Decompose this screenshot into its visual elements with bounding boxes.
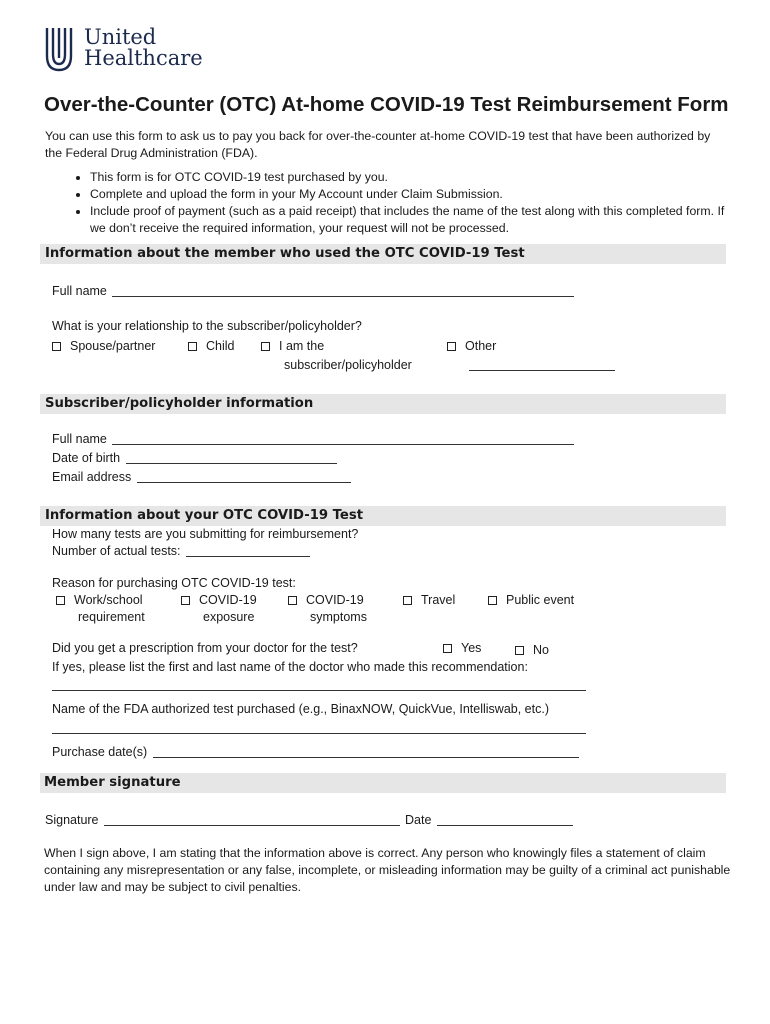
signature-section-title: Member signature: [44, 775, 181, 790]
yes-checkbox[interactable]: [443, 644, 452, 653]
prescription-question: Did you get a prescription from your doctor for the test?: [52, 641, 358, 655]
page-title: Over-the-Counter (OTC) At-home COVID-19 Test Reimbursement Form: [44, 93, 729, 116]
date-field[interactable]: [405, 813, 573, 828]
work-checkbox[interactable]: [56, 596, 65, 605]
uhc-u-logo-icon: [44, 26, 74, 74]
brand-wordmark: [84, 27, 203, 69]
reason-work[interactable]: [56, 593, 143, 608]
exposure-label-line-2: exposure: [203, 610, 255, 624]
list-item: • Include proof of payment (such as a paid receipt) that includes the name of the test along with this completed form. If we don’t receive the required information, your request will not be processed.: [90, 203, 730, 237]
symptoms-label-line-2: symptoms: [310, 610, 367, 624]
relationship-question: What is your relationship to the subscriber/policyholder?: [52, 319, 362, 333]
subscriber-section-title: Subscriber/policyholder information: [45, 396, 314, 411]
reason-symptoms[interactable]: [288, 593, 364, 608]
signature-line[interactable]: [104, 813, 400, 826]
other-checkbox[interactable]: [447, 342, 456, 351]
work-label-line-1: Work/school: [74, 593, 143, 607]
prescription-yes[interactable]: [443, 641, 481, 656]
subscriber-dob-field[interactable]: [52, 451, 337, 466]
reason-exposure[interactable]: [181, 593, 257, 608]
symptoms-checkbox[interactable]: [288, 596, 297, 605]
public-event-label: Public event: [506, 593, 575, 607]
legal-statement: When I sign above, I am stating that the information above is correct. Any person who knowingly files a statement of claim containing any misrepresentation or any false, incomplete, or misleading information may be guilty of a criminal act punishable under law and may be subject to civil penalties.: [44, 846, 731, 894]
how-many-question: How many tests are you submitting for reimbursement?: [52, 527, 359, 541]
member-full-name-field[interactable]: [52, 284, 574, 299]
subscriber-full-name-label: Full name: [52, 432, 107, 446]
child-checkbox[interactable]: [188, 342, 197, 351]
member-section-title: Information about the member who used the OTC COVID-19 Test: [45, 246, 525, 261]
symptoms-label-line-1: COVID-19: [306, 593, 364, 607]
purchase-dates-label: Purchase date(s): [52, 745, 148, 759]
instructions-list: [66, 169, 730, 237]
travel-checkbox[interactable]: [403, 596, 412, 605]
date-label: Date: [405, 813, 432, 827]
purchase-dates-line[interactable]: [153, 745, 579, 758]
doctor-name-line[interactable]: [52, 690, 586, 691]
public-event-checkbox[interactable]: [488, 596, 497, 605]
prescription-no[interactable]: [515, 643, 549, 658]
brand-line-1: United: [84, 25, 157, 49]
self-checkbox[interactable]: [261, 342, 270, 351]
exposure-label-line-1: COVID-19: [199, 593, 257, 607]
reason-question: Reason for purchasing OTC COVID-19 test:: [52, 576, 296, 590]
date-line[interactable]: [437, 813, 573, 826]
subscriber-section-header: [40, 394, 726, 414]
option-child[interactable]: [188, 339, 235, 354]
option-spouse[interactable]: [52, 339, 155, 354]
list-item: • Complete and upload the form in your My Account under Claim Submission.: [90, 186, 730, 203]
subscriber-full-name-line[interactable]: [112, 432, 574, 445]
subscriber-email-field[interactable]: [52, 470, 351, 485]
intro-text: You can use this form to ask us to pay you back for over-the-counter at-home COVID-19 test that have been authorized by the Federal Drug Administration (FDA).: [45, 129, 711, 160]
test-section-header: [40, 506, 726, 526]
other-specify-line[interactable]: [469, 370, 615, 371]
signature-section-header: [40, 773, 726, 793]
test-section-title: Information about your OTC COVID-19 Test: [45, 508, 363, 523]
exposure-checkbox[interactable]: [181, 596, 190, 605]
purchase-dates-field[interactable]: [52, 745, 579, 760]
signature-label: Signature: [45, 813, 99, 827]
subscriber-full-name-field[interactable]: [52, 432, 574, 447]
no-checkbox[interactable]: [515, 646, 524, 655]
number-of-tests-label: Number of actual tests:: [52, 544, 181, 558]
member-full-name-label: Full name: [52, 284, 107, 298]
test-name-line[interactable]: [52, 733, 586, 734]
signature-field[interactable]: [45, 813, 400, 828]
subscriber-dob-label: Date of birth: [52, 451, 121, 465]
member-full-name-line[interactable]: [112, 284, 574, 297]
member-section-header: [40, 244, 726, 264]
self-label-line-2: subscriber/policyholder: [284, 358, 412, 372]
yes-label: Yes: [461, 641, 482, 655]
work-label-line-2: requirement: [78, 610, 145, 624]
spouse-label: Spouse/partner: [70, 339, 156, 353]
subscriber-email-line[interactable]: [137, 470, 351, 483]
reason-travel[interactable]: [403, 593, 455, 608]
other-label: Other: [465, 339, 497, 353]
brand-line-2: Healthcare: [84, 46, 203, 70]
no-label: No: [533, 643, 549, 657]
spouse-checkbox[interactable]: [52, 342, 61, 351]
test-name-prompt: Name of the FDA authorized test purchased (e.g., BinaxNOW, QuickVue, Intelliswab, etc.): [52, 702, 549, 716]
child-label: Child: [206, 339, 235, 353]
option-self[interactable]: [261, 339, 324, 354]
self-label-line-1: I am the: [279, 339, 325, 353]
subscriber-dob-line[interactable]: [126, 451, 337, 464]
list-item: • This form is for OTC COVID-19 test purchased by you.: [90, 169, 730, 186]
travel-label: Travel: [421, 593, 456, 607]
doctor-prompt: If yes, please list the first and last name of the doctor who made this recommendation:: [52, 660, 528, 674]
number-of-tests-line[interactable]: [186, 544, 310, 557]
subscriber-email-label: Email address: [52, 470, 132, 484]
number-of-tests-field[interactable]: [52, 544, 310, 559]
option-other[interactable]: [447, 339, 496, 354]
reason-public-event[interactable]: [488, 593, 574, 608]
